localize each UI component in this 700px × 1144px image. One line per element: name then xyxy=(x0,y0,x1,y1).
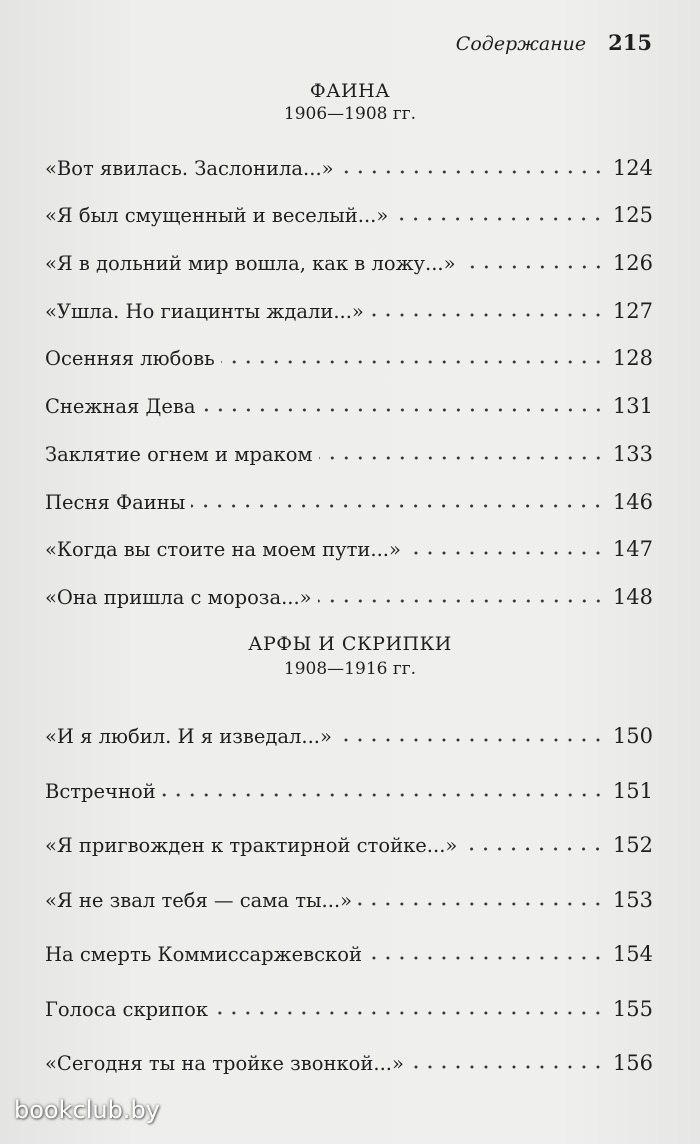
toc-entry-page: 148 xyxy=(612,585,653,609)
toc-entry-title: «Ушла. Но гиацинты ждали...» xyxy=(45,300,364,323)
dot-leader xyxy=(358,902,605,906)
running-header xyxy=(456,30,652,55)
section-years-faina: 1906—1908 гг. xyxy=(283,104,417,124)
section-title-arfy: АРФЫ И СКРИПКИ xyxy=(248,633,452,655)
toc-entry-title: Голоса скрипок xyxy=(45,998,209,1021)
toc-entry-title: «Я в дольний мир вошла, как в ложу...» xyxy=(45,252,456,275)
toc-entry[interactable] xyxy=(45,197,653,227)
toc-entry[interactable] xyxy=(45,388,653,418)
toc-entry-title: «Я пригвожден к трактирной стойке...» xyxy=(45,834,458,857)
dot-leader xyxy=(319,456,605,460)
toc-entry-page: 133 xyxy=(612,442,653,466)
toc-entry-page: 154 xyxy=(612,942,653,966)
toc-entry-title: Песня Фаины xyxy=(45,491,186,514)
toc-entry-title: «Я не звал тебя — сама ты...» xyxy=(45,889,353,912)
toc-entry[interactable] xyxy=(45,150,653,180)
toc-entry-page: 155 xyxy=(612,997,653,1021)
toc-entry-page: 126 xyxy=(612,251,653,275)
section-years-arfy: 1908—1916 гг. xyxy=(283,659,417,679)
dot-leader xyxy=(191,504,605,508)
site-watermark: bookclub.by xyxy=(14,1096,160,1124)
dot-leader xyxy=(368,956,605,960)
toc-entry-page: 153 xyxy=(612,888,653,912)
dot-leader xyxy=(221,360,605,364)
toc-entry-title: Осенняя любовь xyxy=(45,347,215,370)
toc-entry-page: 150 xyxy=(612,724,653,748)
dot-leader xyxy=(410,1065,605,1069)
dot-leader xyxy=(394,217,605,221)
dot-leader xyxy=(318,599,605,603)
toc-entry[interactable] xyxy=(45,245,653,275)
toc-entry-page: 146 xyxy=(612,490,653,514)
toc-entry[interactable] xyxy=(45,718,653,748)
toc-entry[interactable] xyxy=(45,340,653,370)
dot-leader xyxy=(162,793,605,797)
toc-entry-title: Снежная Дева xyxy=(45,395,196,418)
dot-leader xyxy=(338,738,605,742)
toc-entry-title: «Когда вы стоите на моем пути...» xyxy=(45,538,401,561)
toc-entry[interactable] xyxy=(45,484,653,514)
header-section-title: Содержание xyxy=(455,33,587,55)
toc-entry-title: «Я был смущенный и веселый...» xyxy=(45,204,389,227)
toc-entry-title: «Сегодня ты на тройке звонкой...» xyxy=(45,1052,404,1075)
toc-entry-page: 131 xyxy=(612,394,653,418)
dot-leader xyxy=(340,170,605,174)
toc-entry-page: 147 xyxy=(612,537,653,561)
toc-entry[interactable] xyxy=(45,579,653,609)
toc-entry-page: 125 xyxy=(612,203,653,227)
dot-leader xyxy=(202,408,605,412)
toc-entry[interactable] xyxy=(45,936,653,966)
toc-entry-title: «И я любил. И я изведал...» xyxy=(45,725,332,748)
dot-leader xyxy=(214,1011,605,1015)
toc-entry-title: На смерть Коммиссаржевской xyxy=(45,943,362,966)
dot-leader xyxy=(462,265,605,269)
toc-entry-page: 128 xyxy=(612,346,653,370)
dot-leader xyxy=(463,847,605,851)
toc-entry-page: 127 xyxy=(612,299,653,323)
toc-entry-title: «Она пришла с мороза...» xyxy=(45,586,312,609)
toc-entry[interactable] xyxy=(45,991,653,1021)
toc-entry-page: 152 xyxy=(612,833,653,857)
toc-entry-title: Заклятие огнем и мраком xyxy=(45,443,313,466)
toc-entry[interactable] xyxy=(45,293,653,323)
toc-entry[interactable] xyxy=(45,436,653,466)
toc-entry-page: 156 xyxy=(612,1051,653,1075)
toc-entry-title: «Вот явилась. Заслонила...» xyxy=(45,157,334,180)
dot-leader xyxy=(370,313,605,317)
header-page-number: 215 xyxy=(608,30,652,55)
toc-entry[interactable] xyxy=(45,1045,653,1075)
toc-entry[interactable] xyxy=(45,882,653,912)
toc-entry[interactable] xyxy=(45,827,653,857)
section-title-faina: ФАИНА xyxy=(309,80,391,102)
toc-entry-title: Встречной xyxy=(45,780,156,803)
toc-entry[interactable] xyxy=(45,531,653,561)
toc-entry[interactable] xyxy=(45,773,653,803)
toc-entry-page: 151 xyxy=(612,779,653,803)
toc-entry-page: 124 xyxy=(612,156,653,180)
dot-leader xyxy=(407,551,605,555)
